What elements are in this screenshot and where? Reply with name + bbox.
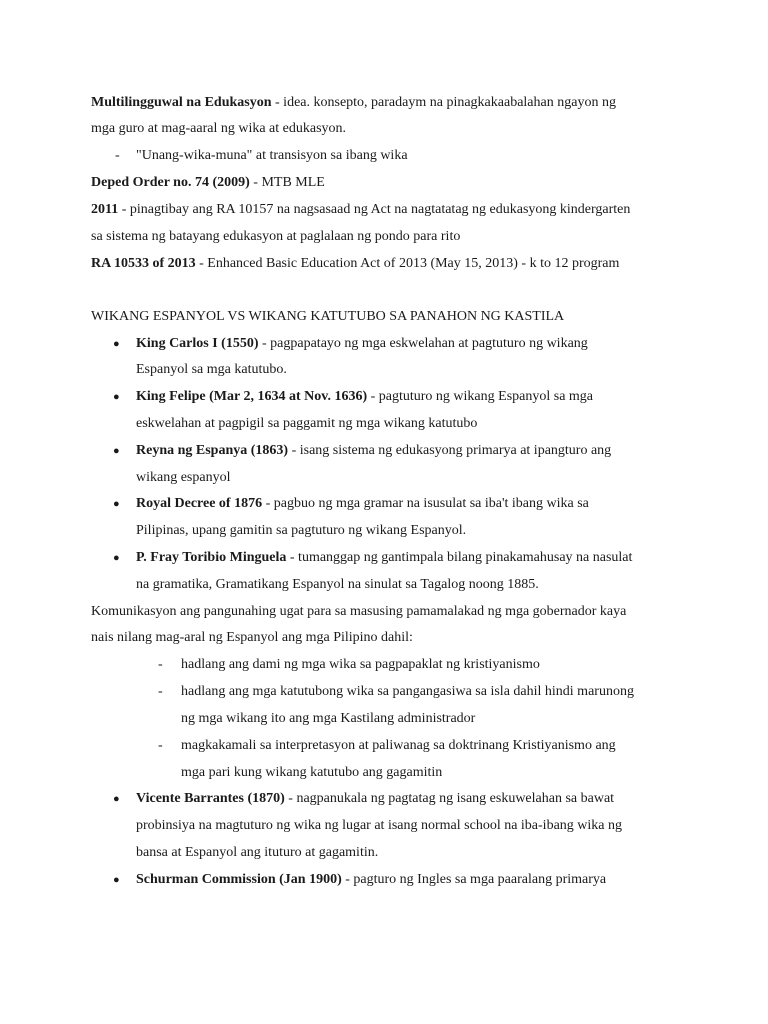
reason-item-continuation: mga pari kung wikang katutubo ang gagamitin — [181, 765, 443, 780]
bullet-marker: ● — [113, 874, 120, 886]
list-item-text: - pagpapatayo ng mga eskwelahan at pagtuturo ng wikang — [258, 336, 588, 351]
list-item-term: P. Fray Toribio Minguela — [136, 550, 287, 565]
list-item-continuation: Pilipinas, upang gamitin sa pagtuturo ng wikang Espanyol. — [136, 523, 467, 538]
list-item-term: Royal Decree of 1876 — [136, 496, 263, 511]
dash-marker: - — [158, 738, 163, 753]
bullet-marker: ● — [113, 338, 120, 350]
list-item — [136, 549, 632, 567]
reason-item-continuation: ng mga wikang ito ang mga Kastilang administrador — [181, 711, 476, 726]
bullet-marker: ● — [113, 498, 120, 510]
list-item-text: - tumanggap ng gantimpala bilang pinakamahusay na nasulat — [286, 550, 633, 565]
list-item-continuation: Espanyol sa mga katutubo. — [136, 362, 287, 377]
deped-order-text: - MTB MLE — [249, 175, 325, 190]
list-item-term: Vicente Barrantes (1870) — [136, 791, 285, 806]
bullet-marker: ● — [113, 391, 120, 403]
bullet-marker: ● — [113, 793, 120, 805]
bullet-marker: ● — [113, 552, 120, 564]
year-2011-line-2: sa sistema ng batayang edukasyon at paglalaan ng pondo para rito — [91, 229, 461, 244]
list-item-text: - pagturo ng Ingles sa mga paaralang primarya — [341, 872, 607, 887]
dash-marker: - — [158, 684, 163, 699]
year-2011-text: - pinagtibay ang RA 10157 na nagsasaad ng Act na nagtatatag ng edukasyong kindergarten — [118, 202, 631, 217]
list-item — [136, 871, 606, 889]
multilingual-line-1 — [91, 94, 616, 112]
list-item-term: Schurman Commission (Jan 1900) — [136, 872, 342, 887]
deped-order-term: Deped Order no. 74 (2009) — [91, 175, 250, 190]
list-item-term: King Felipe (Mar 2, 1634 at Nov. 1636) — [136, 389, 368, 404]
list-item-continuation: eskwelahan at pagpigil sa paggamit ng mga wikang katutubo — [136, 416, 478, 431]
section-heading: WIKANG ESPANYOL VS WIKANG KATUTUBO SA PANAHON NG KASTILA — [91, 309, 565, 324]
year-2011-line-1 — [91, 201, 630, 219]
list-item — [136, 790, 614, 808]
reason-item: hadlang ang dami ng mga wika sa pagpapaklat ng kristiyanismo — [181, 657, 540, 672]
communication-paragraph-line-2: nais nilang mag-aral ng Espanyol ang mga Pilipino dahil: — [91, 630, 413, 645]
reason-item: hadlang ang mga katutubong wika sa pangangasiwa sa isla dahil hindi marunong — [181, 684, 634, 699]
reason-item: magkakamali sa interpretasyon at paliwanag sa doktrinang Kristiyanismo ang — [181, 738, 616, 753]
list-item — [136, 335, 588, 353]
dash-marker: - — [158, 657, 163, 672]
list-item-text: - pagtuturo ng wikang Espanyol sa mga — [367, 389, 594, 404]
dash-marker: - — [115, 148, 120, 163]
list-item-term: Reyna ng Espanya (1863) — [136, 443, 289, 458]
list-item — [136, 442, 611, 460]
communication-paragraph-line-1: Komunikasyon ang pangunahing ugat para sa masusing pamamalakad ng mga gobernador kaya — [91, 604, 627, 619]
list-item-continuation: na gramatika, Gramatikang Espanyol na sinulat sa Tagalog noong 1885. — [136, 577, 539, 592]
list-item — [136, 495, 589, 513]
multilingual-text: - idea. konsepto, paradaym na pinagkakaabalahan ngayon ng — [271, 95, 616, 110]
multilingual-term: Multilingguwal na Edukasyon — [91, 95, 272, 110]
list-item-continuation: probinsiya na magtuturo ng wika ng lugar at isang normal school na iba-ibang wika ng — [136, 818, 623, 833]
list-item-continuation: wikang espanyol — [136, 470, 231, 485]
ra10533-text: - Enhanced Basic Education Act of 2013 (May 15, 2013) - k to 12 program — [195, 256, 620, 271]
list-item-text: - isang sistema ng edukasyong primarya at ipangturo ang — [288, 443, 612, 458]
bullet-marker: ● — [113, 445, 120, 457]
list-item — [136, 388, 593, 406]
list-item-text: - pagbuo ng mga gramar na isusulat sa iba't ibang wika sa — [262, 496, 589, 511]
deped-order-line — [91, 174, 325, 192]
list-item-continuation: bansa at Espanyol ang ituturo at gagamitin. — [136, 845, 379, 860]
first-language-line: "Unang-wika-muna" at transisyon sa ibang wika — [136, 148, 408, 163]
list-item-text: - nagpanukala ng pagtatag ng isang eskuwelahan sa bawat — [284, 791, 615, 806]
list-item-term: King Carlos I (1550) — [136, 336, 259, 351]
ra10533-term: RA 10533 of 2013 — [91, 256, 196, 271]
ra10533-line — [91, 255, 619, 273]
year-2011-term: 2011 — [91, 202, 119, 217]
multilingual-line-2: mga guro at mag-aaral ng wika at edukasyon. — [91, 121, 347, 136]
